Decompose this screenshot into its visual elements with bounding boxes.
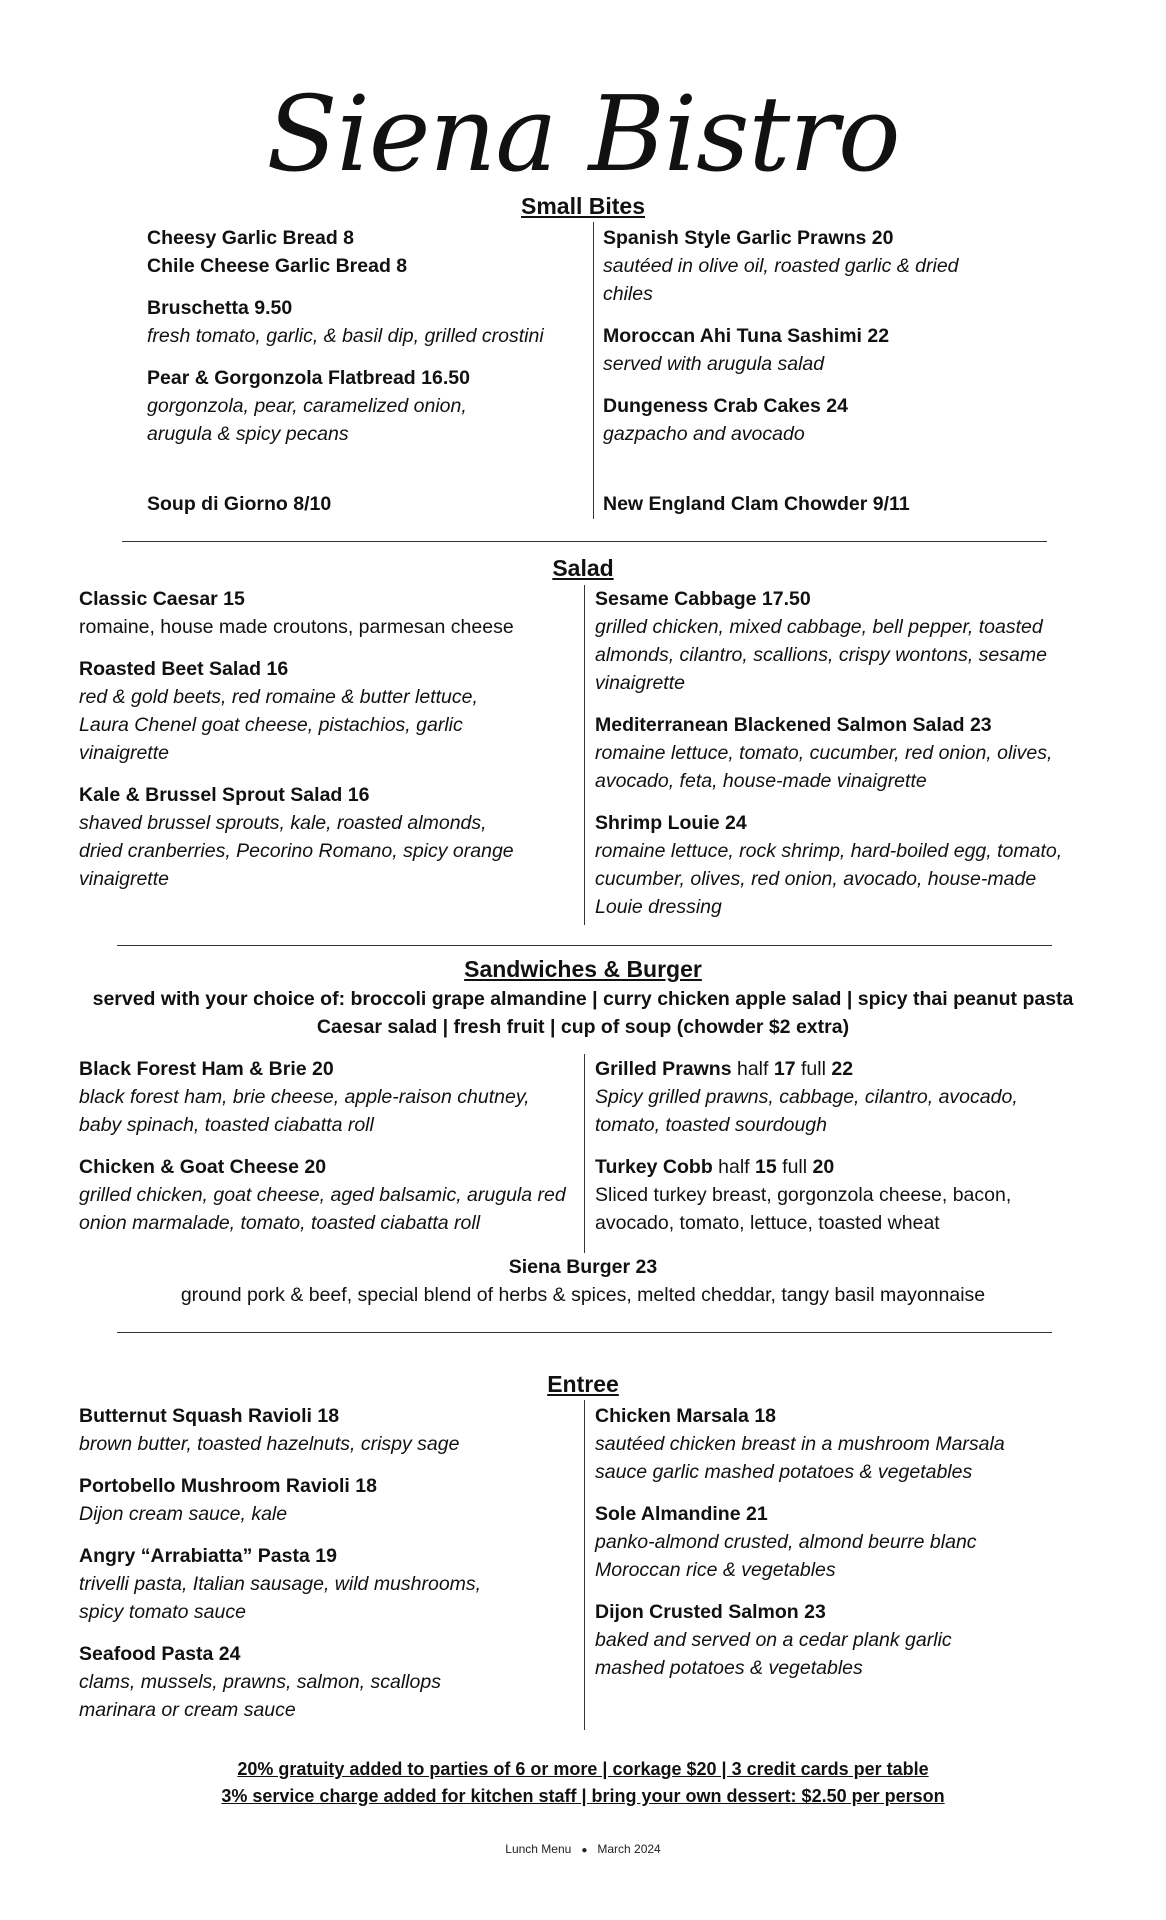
- menu-item: [147, 224, 587, 252]
- item-description: grilled chicken, goat cheese, aged balsamic, arugula red onion marmalade, tomato, toasted ciabatta roll: [79, 1184, 566, 1234]
- salad-right-column: [595, 585, 1095, 935]
- item-description: Dijon cream sauce, kale: [79, 1503, 288, 1525]
- sandwiches-left-column: [79, 1055, 579, 1251]
- item-description: Spicy grilled prawns, cabbage, cilantro, avocado, tomato, toasted sourdough: [595, 1086, 1018, 1136]
- menu-footer: [0, 1841, 1166, 1859]
- item-description: brown butter, toasted hazelnuts, crispy sage: [79, 1433, 460, 1455]
- menu-item: [147, 364, 502, 448]
- item-description: panko-almond crusted, almond beurre blanc Moroccan rice & vegetables: [595, 1531, 977, 1581]
- item-name: Sesame Cabbage 17.50: [595, 588, 811, 610]
- item-name: Chile Cheese Garlic Bread 8: [147, 255, 408, 277]
- item-description: sautéed in olive oil, roasted garlic & dried chiles: [603, 255, 959, 305]
- menu-type: Lunch Menu: [505, 1842, 572, 1856]
- item-name: Spanish Style Garlic Prawns 20: [603, 227, 894, 249]
- item-description: baked and served on a cedar plank garlic mashed potatoes & vegetables: [595, 1629, 952, 1679]
- item-name: Pear & Gorgonzola Flatbread 16.50: [147, 367, 470, 389]
- item-name: Moroccan Ahi Tuna Sashimi 22: [603, 325, 890, 347]
- menu-date: March 2024: [597, 1842, 661, 1856]
- item-description: Sliced turkey breast, gorgonzola cheese, bacon, avocado, tomato, lettuce, toasted wheat: [595, 1184, 1012, 1234]
- menu-item: [79, 781, 524, 893]
- item-name: Shrimp Louie 24: [595, 812, 747, 834]
- menu-item: [595, 1500, 1015, 1584]
- menu-item: [79, 655, 529, 767]
- column-divider: [593, 222, 594, 519]
- item-name: Soup di Giorno 8/10: [147, 493, 332, 515]
- menu-item: [79, 1055, 574, 1139]
- item-name: Dungeness Crab Cakes 24: [603, 395, 848, 417]
- item-description: served with arugula salad: [603, 353, 825, 375]
- menu-item: [595, 1153, 1070, 1237]
- salad-left-column: [79, 585, 579, 907]
- menu-item: [79, 1542, 529, 1626]
- menu-item: [595, 1598, 980, 1682]
- section-divider: [117, 1332, 1052, 1333]
- menu-item: [595, 711, 1065, 795]
- policy-line-2: 3% service charge added for kitchen staff | bring your own dessert: $2.50 per person: [221, 1786, 945, 1806]
- section-divider: [122, 541, 1047, 542]
- column-divider: [584, 585, 585, 925]
- item-name: Bruschetta 9.50: [147, 297, 293, 319]
- item-description: grilled chicken, mixed cabbage, bell pepper, toasted almonds, cilantro, scallions, crispy wontons, sesame vinaigrette: [595, 616, 1047, 694]
- item-description: black forest ham, brie cheese, apple-raison chutney, baby spinach, toasted ciabatta roll: [79, 1086, 530, 1136]
- burger-name: Siena Burger 23: [508, 1256, 658, 1278]
- item-name: Mediterranean Blackened Salmon Salad 23: [595, 714, 992, 736]
- section-title-salad: Salad: [552, 555, 614, 581]
- item-name: Classic Caesar 15: [79, 588, 245, 610]
- item-name: Kale & Brussel Sprout Salad 16: [79, 784, 370, 806]
- item-description: romaine lettuce, tomato, cucumber, red onion, olives, avocado, feta, house-made vinaigrette: [595, 742, 1053, 792]
- menu-item: [595, 809, 1065, 921]
- menu-item: [595, 585, 1090, 697]
- entree-left-column: [79, 1402, 579, 1738]
- menu-item: [147, 252, 587, 280]
- item-description: red & gold beets, red romaine & butter lettuce, Laura Chenel goat cheese, pistachios, garlic vinaigrette: [79, 686, 478, 764]
- soup-item: [147, 490, 587, 518]
- menu-item: [79, 1472, 579, 1528]
- column-divider: [584, 1400, 585, 1730]
- section-title-entree: Entree: [547, 1371, 619, 1397]
- item-description: gorgonzola, pear, caramelized onion, arugula & spicy pecans: [147, 395, 467, 445]
- item-name: Butternut Squash Ravioli 18: [79, 1405, 340, 1427]
- chowder-item: [603, 490, 1023, 518]
- menu-item: [79, 1402, 579, 1458]
- entree-right-column: [595, 1402, 1085, 1696]
- menu-item: [147, 294, 587, 350]
- item-description: romaine lettuce, rock shrimp, hard-boiled egg, tomato, cucumber, olives, red onion, avocado, house-made Louie dressing: [595, 840, 1063, 918]
- small-bites-left-column: [147, 224, 587, 462]
- section-title-sandwiches: Sandwiches & Burger: [464, 956, 702, 982]
- item-description: shaved brussel sprouts, kale, roasted almonds, dried cranberries, Pecorino Romano, spicy orange vinaigrette: [79, 812, 514, 890]
- item-description: gazpacho and avocado: [603, 423, 805, 445]
- menu-item: [79, 1153, 579, 1237]
- section-divider: [117, 945, 1052, 946]
- sandwiches-right-column: [595, 1055, 1085, 1251]
- policy-line-1: 20% gratuity added to parties of 6 or more | corkage $20 | 3 credit cards per table: [237, 1759, 929, 1779]
- item-name: Black Forest Ham & Brie 20: [79, 1058, 334, 1080]
- bullet-icon: ●: [581, 1845, 588, 1856]
- menu-item: [603, 392, 1023, 448]
- burger-description: ground pork & beef, special blend of herbs & spices, melted cheddar, tangy basil mayonnaise: [180, 1284, 986, 1306]
- menu-item: [603, 322, 1023, 378]
- item-description: trivelli pasta, Italian sausage, wild mushrooms, spicy tomato sauce: [79, 1573, 482, 1623]
- item-name: Seafood Pasta 24: [79, 1643, 241, 1665]
- item-description: clams, mussels, prawns, salmon, scallops marinara or cream sauce: [79, 1671, 441, 1721]
- menu-item: [595, 1055, 1070, 1139]
- small-bites-right-column: [603, 224, 1023, 462]
- menu-item: [603, 224, 1023, 308]
- item-name: Portobello Mushroom Ravioli 18: [79, 1475, 377, 1497]
- menu-item: [595, 1402, 1035, 1486]
- item-description: romaine, house made croutons, parmesan cheese: [79, 616, 514, 638]
- item-name: New England Clam Chowder 9/11: [603, 493, 910, 515]
- menu-item: [79, 585, 579, 641]
- item-name: Cheesy Garlic Bread 8: [147, 227, 355, 249]
- item-name: Dijon Crusted Salmon 23: [595, 1601, 826, 1623]
- section-title-small-bites: Small Bites: [521, 193, 645, 219]
- column-divider: [584, 1054, 585, 1253]
- sides-choice-line-2: Caesar salad | fresh fruit | cup of soup (chowder $2 extra): [316, 1016, 850, 1038]
- menu-item: [79, 1640, 499, 1724]
- sides-choice-line-1: served with your choice of: broccoli grape almandine | curry chicken apple salad | spicy thai peanut pasta: [92, 988, 1074, 1010]
- item-name: Chicken & Goat Cheese 20: [79, 1156, 327, 1178]
- item-name: Turkey Cobb half 15 full 20: [595, 1156, 835, 1178]
- item-name: Angry “Arrabiatta” Pasta 19: [79, 1545, 337, 1567]
- item-description: fresh tomato, garlic, & basil dip, grilled crostini: [147, 325, 544, 347]
- item-name: Roasted Beet Salad 16: [79, 658, 289, 680]
- restaurant-title: Siena Bistro: [266, 73, 900, 195]
- item-name: Chicken Marsala 18: [595, 1405, 777, 1427]
- item-name: Grilled Prawns half 17 full 22: [595, 1058, 854, 1080]
- item-name: Sole Almandine 21: [595, 1503, 768, 1525]
- item-description: sautéed chicken breast in a mushroom Marsala sauce garlic mashed potatoes & vegetables: [595, 1433, 1005, 1483]
